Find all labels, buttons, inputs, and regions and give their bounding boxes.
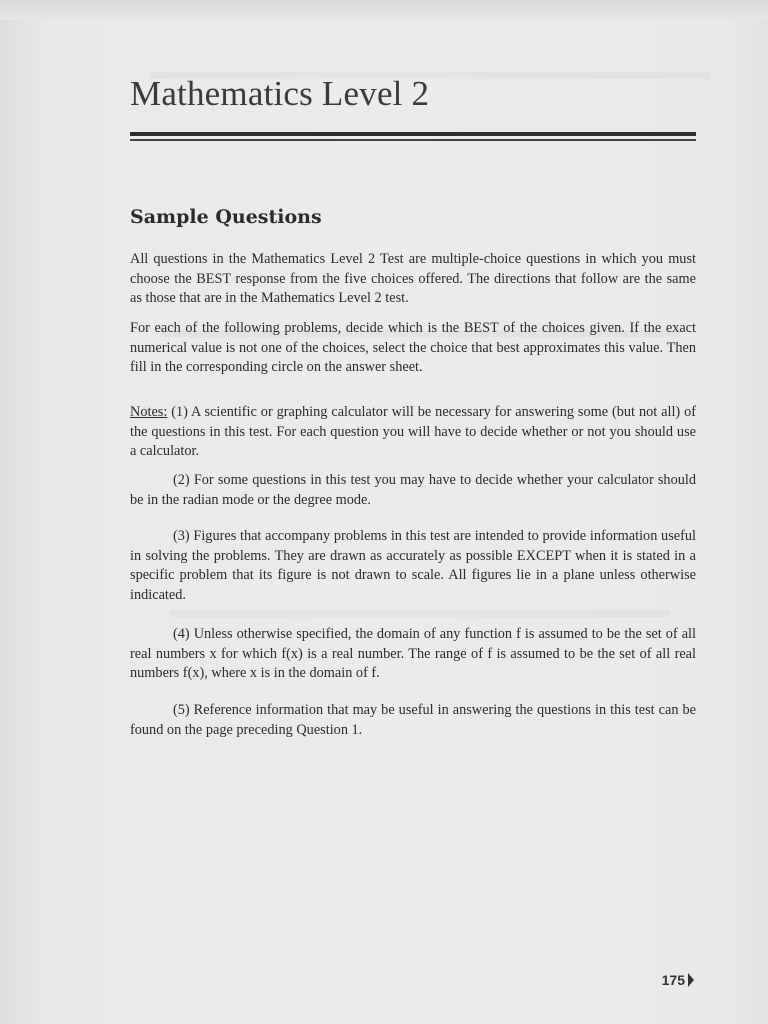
note-1-text: (1) A scientific or graphing calculator will be necessary for answering some (but not all) of the questions in this test. For each question you will have to decide whether or not you should use a calculator. [130, 404, 696, 460]
show-through-line [170, 610, 670, 617]
note-2: (2) For some questions in this test you may have to decide whether your calculator should be in the radian mode or the degree mode. [130, 472, 696, 508]
page-number: 175 [661, 972, 685, 988]
scan-edge [0, 0, 768, 20]
notes-label: Notes: [130, 404, 168, 420]
note-4: (4) Unless otherwise specified, the domain of any function f is assumed to be the set of all real numbers x for which f(x) is a real number. The range of f is assumed to be the set of all real numbers f(x), where x is in the domain of f. [130, 626, 696, 682]
intro-paragraph: All questions in the Mathematics Level 2 Test are multiple-choice questions in which you must choose the BEST response from the five choices offered. The directions that follow are the same as those that are in the Mathematics Level 2 test. [130, 251, 696, 307]
page-footer [662, 972, 694, 988]
section-heading: Sample Questions [130, 206, 322, 228]
title-rule-thin [130, 139, 696, 141]
page-title: Mathematics Level 2 [130, 74, 430, 113]
page-arrow-icon [688, 973, 694, 987]
note-1 [130, 403, 696, 462]
title-rule-thick [130, 132, 696, 136]
note-5: (5) Reference information that may be useful in answering the questions in this test can be found on the page preceding Question 1. [130, 702, 696, 738]
note-3: (3) Figures that accompany problems in this test are intended to provide information useful in solving the problems. They are drawn as accurately as possible EXCEPT when it is stated in a specific problem that its figure is not drawn to scale. All figures lie in a plane unless otherwise indicated. [130, 528, 696, 603]
directions-paragraph: For each of the following problems, decide which is the BEST of the choices given. If the exact numerical value is not one of the choices, select the choice that best approximates this value. Then fill in the corresponding circle on the answer sheet. [130, 320, 696, 376]
